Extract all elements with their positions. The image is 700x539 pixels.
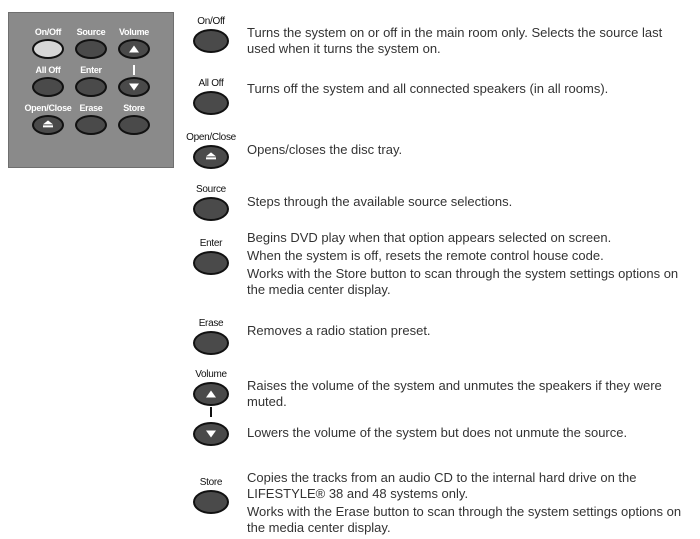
remote-on-off-label: On/Off <box>34 27 62 37</box>
remote-keypad <box>8 12 174 168</box>
remote-source-button[interactable] <box>75 39 107 59</box>
remote-on-off-button[interactable] <box>32 39 64 59</box>
legend-store-label: Store <box>199 477 223 488</box>
remote-erase-key[interactable] <box>70 103 112 135</box>
legend-all-off-button <box>193 91 229 115</box>
remote-open-close-label: Open/Close <box>24 103 72 113</box>
legend-store-key <box>186 477 236 514</box>
legend-all-off-description <box>247 81 692 97</box>
legend-erase-text: Removes a radio station preset. <box>247 323 431 338</box>
remote-enter-button[interactable] <box>75 77 107 97</box>
legend-on-off-button <box>193 29 229 53</box>
legend-store-text-1: Copies the tracks from an audio CD to the internal hard drive on the LIFESTYLE® 38 and 48 systems only. <box>247 470 637 501</box>
legend-enter-text-3: Works with the Store button to scan through the system settings options on the media center display. <box>247 266 679 297</box>
legend-enter-label: Enter <box>199 238 223 249</box>
legend-store-button <box>193 490 229 514</box>
legend-enter-text-1: Begins DVD play when that option appears selected on screen. <box>247 230 612 245</box>
remote-volume-label: Volume <box>118 27 150 37</box>
legend-open-close-key <box>186 132 236 169</box>
legend-volume-divider <box>210 407 212 417</box>
remote-source-key[interactable] <box>70 27 112 59</box>
remote-all-off-button[interactable] <box>32 77 64 97</box>
legend-enter-description <box>247 230 692 298</box>
remote-volume-up-button[interactable] <box>118 39 150 59</box>
remote-erase-label: Erase <box>79 103 103 113</box>
legend-volume-key <box>186 369 236 446</box>
remote-volume-down-key[interactable] <box>113 65 155 97</box>
remote-on-off-key[interactable] <box>27 27 69 59</box>
remote-erase-button[interactable] <box>75 115 107 135</box>
legend-erase-description <box>247 323 692 339</box>
remote-enter-label: Enter <box>80 65 102 75</box>
legend-enter-text-2: When the system is off, resets the remote control house code. <box>247 248 604 263</box>
eject-icon <box>43 120 53 128</box>
legend-enter-key <box>186 238 236 275</box>
eject-icon <box>206 152 216 160</box>
legend-on-off-key <box>186 16 236 53</box>
remote-volume-divider <box>133 65 135 75</box>
remote-store-button[interactable] <box>118 115 150 135</box>
remote-store-label: Store <box>123 103 145 113</box>
legend-all-off-key <box>186 78 236 115</box>
legend-volume-label: Volume <box>195 369 227 380</box>
legend-volume-up-description <box>247 378 692 410</box>
legend-erase-label: Erase <box>198 318 224 329</box>
legend-source-button <box>193 197 229 221</box>
legend-open-close-label: Open/Close <box>186 132 236 143</box>
legend-open-close-description <box>247 142 692 158</box>
volume-down-icon <box>206 431 216 438</box>
remote-store-key[interactable] <box>113 103 155 135</box>
legend-volume-down-button <box>193 422 229 446</box>
legend-on-off-description <box>247 25 692 57</box>
remote-enter-key[interactable] <box>70 65 112 97</box>
legend-all-off-label: All Off <box>198 78 224 89</box>
legend-volume-down-description <box>247 425 692 441</box>
legend-erase-key <box>186 318 236 355</box>
legend-open-close-text: Opens/closes the disc tray. <box>247 142 403 157</box>
legend-on-off-text: Turns the system on or off in the main room only. Selects the source last used when it turns the system on. <box>247 25 663 56</box>
legend-store-description <box>247 470 692 536</box>
legend-on-off-label: On/Off <box>197 16 225 27</box>
legend-source-text: Steps through the available source selections. <box>247 194 513 209</box>
legend-source-description <box>247 194 692 210</box>
legend-all-off-text: Turns off the system and all connected speakers (in all rooms). <box>247 81 609 96</box>
volume-up-icon <box>129 46 139 53</box>
legend-volume-down-text: Lowers the volume of the system but does not unmute the source. <box>247 425 628 440</box>
legend-store-text-2: Works with the Erase button to scan through the system settings options on the media center display. <box>247 504 682 535</box>
legend-erase-button <box>193 331 229 355</box>
remote-source-label: Source <box>76 27 106 37</box>
remote-all-off-label: All Off <box>35 65 61 75</box>
legend-volume-up-text: Raises the volume of the system and unmutes the speakers if they were muted. <box>247 378 662 409</box>
legend-source-label: Source <box>196 184 226 195</box>
remote-open-close-button[interactable] <box>32 115 64 135</box>
remote-open-close-key[interactable] <box>24 103 72 135</box>
remote-volume-key[interactable] <box>113 27 155 59</box>
volume-up-icon <box>206 391 216 398</box>
legend-open-close-button <box>193 145 229 169</box>
volume-down-icon <box>129 84 139 91</box>
legend-source-key <box>186 184 236 221</box>
remote-all-off-key[interactable] <box>27 65 69 97</box>
legend-enter-button <box>193 251 229 275</box>
legend-volume-up-button <box>193 382 229 406</box>
remote-volume-down-button[interactable] <box>118 77 150 97</box>
